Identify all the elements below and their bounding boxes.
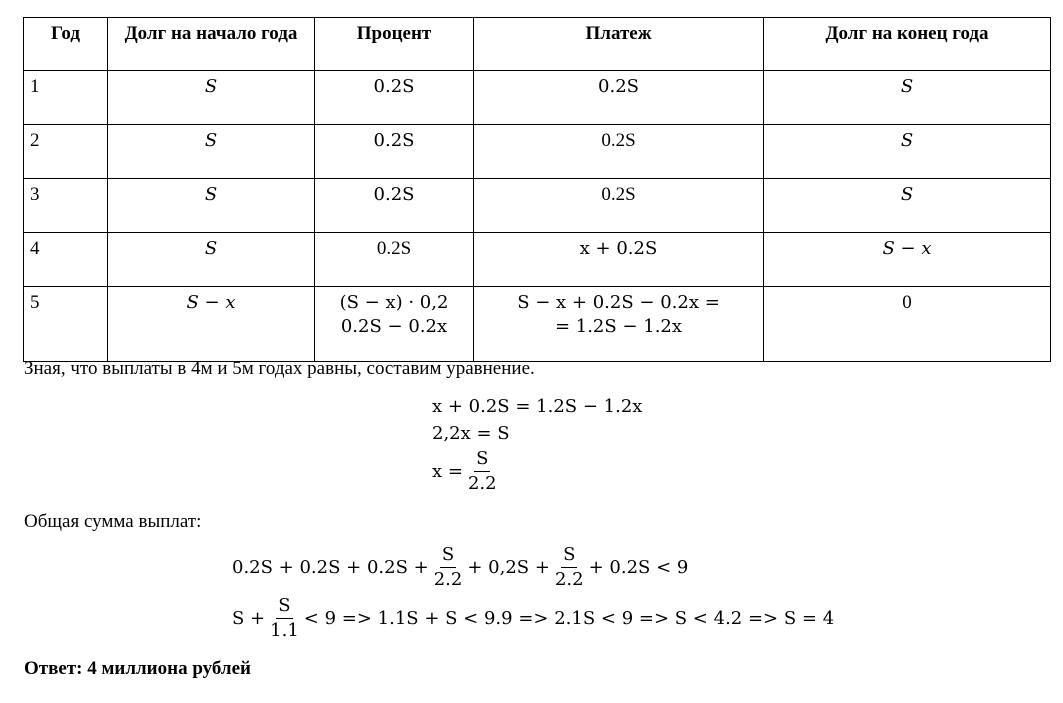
header-year: Год <box>24 18 108 71</box>
header-start-debt: Долг на начало года <box>108 18 315 71</box>
fraction-numerator: S <box>276 595 292 619</box>
cell-end-debt: S <box>764 71 1051 125</box>
cell-end-debt: S <box>764 179 1051 233</box>
payment-line-1: S − x + 0.2S − 0.2x = <box>517 292 720 313</box>
cell-year: 1 <box>24 71 108 125</box>
cell-end-debt: S − x <box>764 233 1051 287</box>
fraction-denominator: 2.2 <box>433 569 463 590</box>
ineq-part-1: S + <box>232 608 266 629</box>
debt-table <box>23 17 1051 362</box>
cell-payment: 0.2S <box>474 71 764 125</box>
equation-3 <box>432 448 502 495</box>
table-row <box>24 287 1051 362</box>
cell-percent: 0.2S <box>315 71 474 125</box>
sum-part-2: + 0,2S + <box>467 557 550 578</box>
cell-percent <box>315 287 474 362</box>
cell-year: 4 <box>24 233 108 287</box>
cell-year: 3 <box>24 179 108 233</box>
fraction <box>553 544 586 591</box>
sum-inequality <box>232 544 688 591</box>
fraction <box>432 544 465 591</box>
cell-start-debt: S <box>108 179 315 233</box>
equation-2: 2,2x = S <box>432 423 510 444</box>
cell-percent: 0.2S <box>315 179 474 233</box>
cell-start-debt: S <box>108 125 315 179</box>
cell-percent: 0.2S <box>315 125 474 179</box>
ineq-part-2: < 9 => 1.1S + S < 9.9 => 2.1S < 9 => S < 4.2 => S = 4 <box>303 608 835 629</box>
cell-year: 5 <box>24 287 108 362</box>
cell-payment: x + 0.2S <box>474 233 764 287</box>
percent-line-1: (S − x) · 0,2 <box>339 292 449 313</box>
sum-part-1: 0.2S + 0.2S + 0.2S + <box>232 557 429 578</box>
cell-year: 2 <box>24 125 108 179</box>
fraction-denominator: 2.2 <box>467 473 497 494</box>
equation-3-lhs: x = <box>432 461 463 482</box>
table-header-row <box>24 18 1051 71</box>
header-percent: Процент <box>315 18 474 71</box>
fraction-numerator: S <box>440 544 456 568</box>
cell-start-debt: S <box>108 71 315 125</box>
sum-part-3: + 0.2S < 9 <box>588 557 689 578</box>
fraction <box>268 595 301 642</box>
cell-start-debt: S − x <box>108 287 315 362</box>
percent-line-2: 0.2S − 0.2x <box>340 316 448 337</box>
table-row <box>24 71 1051 125</box>
header-end-debt: Долг на конец года <box>764 18 1051 71</box>
cell-percent: 0.2S <box>315 233 474 287</box>
cell-payment: 0.2S <box>474 125 764 179</box>
cell-payment: 0.2S <box>474 179 764 233</box>
table-row <box>24 125 1051 179</box>
cell-end-debt: S <box>764 125 1051 179</box>
cell-end-debt: 0 <box>764 287 1051 362</box>
cell-payment <box>474 287 764 362</box>
header-payment: Платеж <box>474 18 764 71</box>
total-payments-text: Общая сумма выплат: <box>24 511 202 532</box>
equation-1: x + 0.2S = 1.2S − 1.2x <box>432 396 643 417</box>
final-inequality <box>232 595 834 642</box>
fraction-numerator: S <box>474 448 490 472</box>
equal-payments-text: Зная, что выплаты в 4м и 5м годах равны, составим уравнение. <box>24 358 535 379</box>
fraction-denominator: 2.2 <box>554 569 584 590</box>
fraction-numerator: S <box>561 544 577 568</box>
payment-line-2: = 1.2S − 1.2x <box>554 316 683 337</box>
table-row <box>24 233 1051 287</box>
fraction-denominator: 1.1 <box>270 620 299 641</box>
fraction <box>466 448 499 495</box>
cell-start-debt: S <box>108 233 315 287</box>
answer-text: Ответ: 4 миллиона рублей <box>24 658 251 679</box>
table-row <box>24 179 1051 233</box>
